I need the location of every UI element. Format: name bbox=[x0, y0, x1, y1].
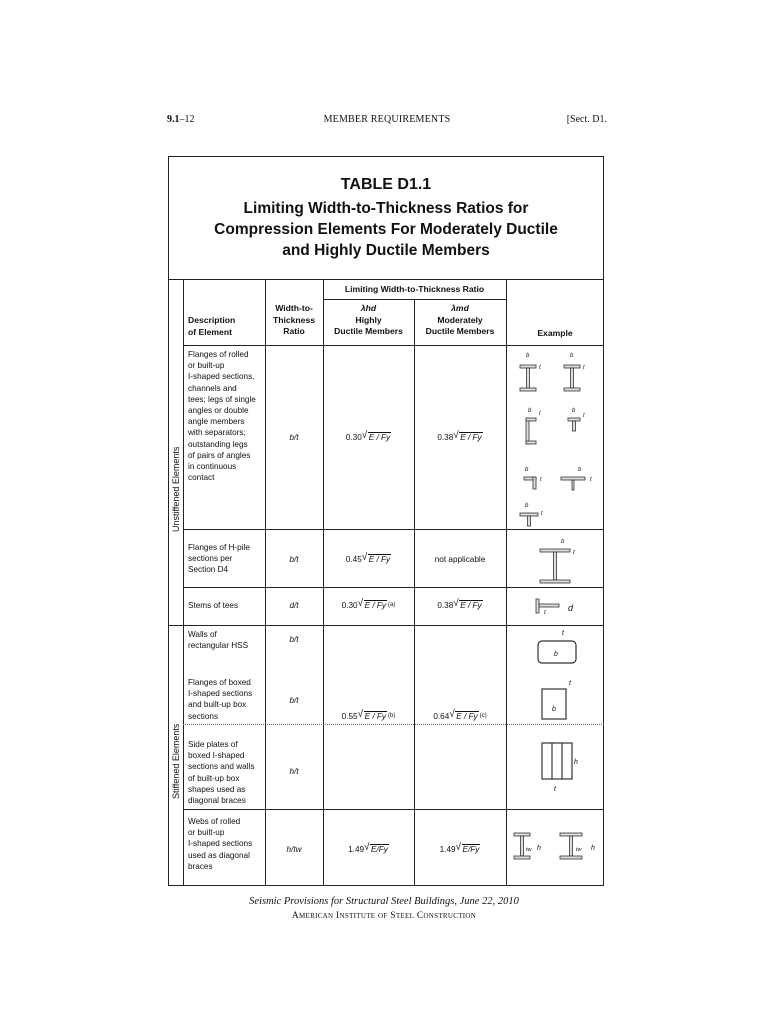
row-ratio: h/t bbox=[289, 767, 299, 776]
header-moderately-ductile: λmd Moderately Ductile Members bbox=[425, 303, 495, 336]
figure-label-b: b bbox=[526, 353, 530, 359]
example-figure-h-pile bbox=[506, 529, 604, 587]
row-ratio: b/t bbox=[289, 433, 299, 442]
figure-label-t: t bbox=[544, 610, 546, 616]
figure-label-t: t bbox=[562, 630, 564, 637]
section-ref: [Sect. D1. bbox=[566, 114, 607, 125]
row-md-formula: 1.49 √ E/Fy bbox=[414, 844, 506, 855]
section-title: MEMBER REQUIREMENTS bbox=[323, 114, 451, 125]
example-figure-webs bbox=[506, 809, 604, 887]
group-label-unstiffened: Unstiffened Elements bbox=[171, 446, 181, 532]
row-md-formula: 0.64 √ E / Fy (c) bbox=[414, 711, 506, 722]
row-desc: Webs of rolled or built-up I-shaped sections used as diagonal braces bbox=[188, 817, 253, 871]
row-md-formula: 0.38 √ E / Fy bbox=[414, 600, 506, 611]
header-description: Description of Element bbox=[188, 315, 236, 337]
row-hd-formula: 1.49 √ E/Fy bbox=[323, 844, 414, 855]
figure-label-h: h bbox=[574, 759, 578, 766]
header-highly-ductile: λhd Highly Ductile Members bbox=[334, 303, 403, 336]
figure-label-b: b bbox=[561, 539, 565, 545]
row-md-formula: 0.38 √ E / Fy bbox=[414, 432, 506, 443]
footer-publication: Seismic Provisions for Structural Steel Buildings, June 22, 2010 bbox=[249, 896, 519, 907]
row-desc: Walls of rectangular HSS bbox=[188, 630, 249, 651]
figure-label-t: t bbox=[573, 550, 575, 556]
figure-label-b: b bbox=[528, 408, 532, 414]
figure-label-t: t bbox=[569, 680, 571, 687]
row-ratio: h/tw bbox=[286, 845, 302, 854]
figure-label-t: t bbox=[540, 477, 542, 483]
figure-label-tw: tw bbox=[576, 847, 582, 853]
figure-label-t: t bbox=[554, 786, 556, 793]
row-md-text: not applicable bbox=[434, 555, 486, 564]
figure-label-h: h bbox=[537, 845, 541, 852]
row-desc: Flanges of H-pile sections per Section D4 bbox=[188, 543, 250, 575]
figure-label-d: d bbox=[568, 603, 574, 613]
page-number: 9.1–12 bbox=[167, 114, 195, 125]
row-hd-formula: 0.45 √ E / Fy bbox=[323, 554, 414, 565]
example-figure-box-sections bbox=[506, 625, 604, 809]
figure-label-b: b bbox=[525, 467, 529, 473]
row-ratio: b/t bbox=[289, 696, 299, 705]
figure-label-b: b bbox=[552, 706, 556, 713]
figure-label-t: t bbox=[583, 413, 585, 419]
row-ratio: b/t bbox=[289, 555, 299, 564]
figure-label-t: t bbox=[539, 365, 541, 371]
row-hd-formula: 0.30 √ E / Fy bbox=[323, 432, 414, 443]
table-title: TABLE D1.1 bbox=[340, 176, 432, 193]
figure-label-t: t bbox=[583, 365, 585, 371]
row-ratio: b/t bbox=[289, 635, 299, 644]
figure-label-b: b bbox=[570, 353, 574, 359]
row-desc: Flanges of boxed I-shaped sections and built-up box sections bbox=[188, 678, 253, 721]
figure-label-t: t bbox=[539, 411, 541, 417]
table-title-block bbox=[169, 157, 603, 280]
figure-label-t: t bbox=[541, 511, 543, 517]
table-subtitle: Limiting Width-to-Thickness Ratios for Compression Elements For Moderately Ductile and Highly Ductile Members bbox=[214, 200, 558, 259]
table-d1-1 bbox=[168, 156, 604, 886]
header-ratio: Width-to- Thickness Ratio bbox=[272, 303, 316, 336]
header-example: Example bbox=[537, 328, 573, 338]
row-desc: Stems of tees bbox=[188, 601, 239, 610]
row-desc: Flanges of rolled or built-up I-shaped sections, channels and tees; legs of single angles or double angle members with separators; outstanding legs of pairs of angles in continuous contact bbox=[188, 350, 256, 483]
example-figure-flanges bbox=[506, 345, 604, 529]
figure-label-tw: tw bbox=[526, 847, 532, 853]
figure-label-b: b bbox=[572, 408, 576, 414]
row-ratio: d/t bbox=[289, 601, 299, 610]
figure-label-b: b bbox=[525, 503, 529, 509]
row-hd-formula: 0.55 √ E / Fy (b) bbox=[323, 711, 414, 722]
figure-label-b: b bbox=[554, 651, 558, 658]
row-hd-formula: 0.30 √ E / Fy (a) bbox=[323, 600, 414, 611]
figure-label-b: b bbox=[578, 467, 582, 473]
running-head bbox=[167, 114, 607, 128]
figure-label-t: t bbox=[590, 477, 592, 483]
group-label-stiffened: Stiffened Elements bbox=[171, 723, 181, 799]
footer-publisher: American Institute of Steel Construction bbox=[291, 911, 477, 921]
example-figure-tee-stem bbox=[506, 587, 604, 625]
figure-label-h: h bbox=[591, 845, 595, 852]
row-desc: Side plates of boxed I-shaped sections and walls of built-up box shapes used as diagonal braces bbox=[188, 740, 255, 806]
header-limiting-ratio: Limiting Width-to-Thickness Ratio bbox=[344, 284, 485, 294]
